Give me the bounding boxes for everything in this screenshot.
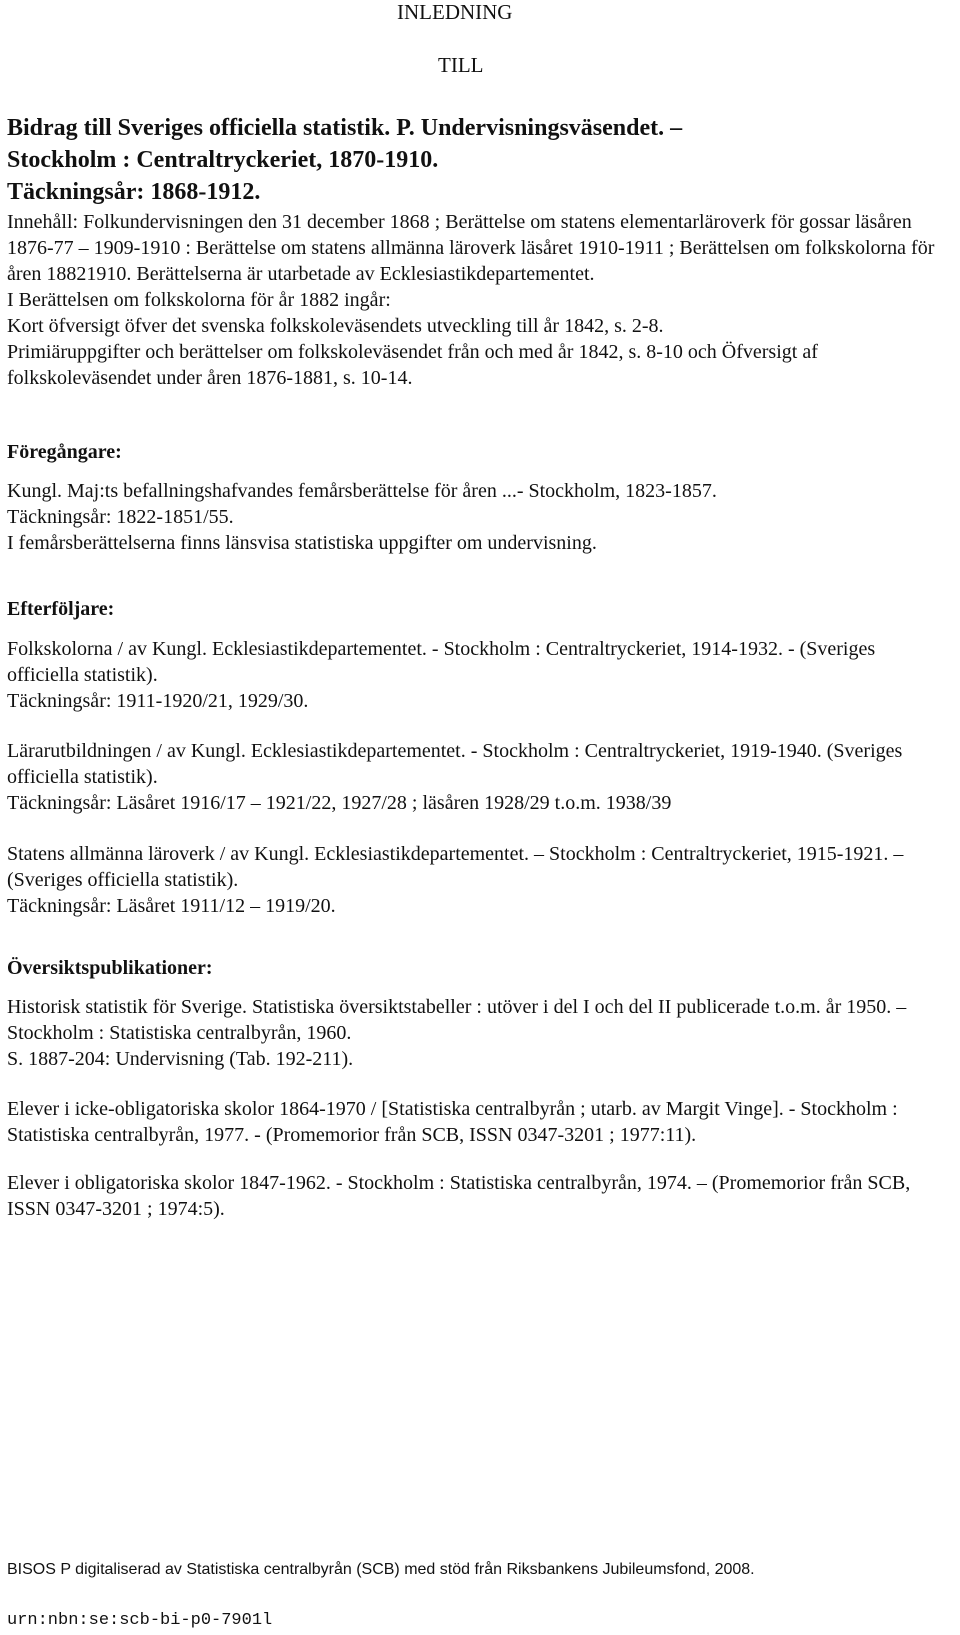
kort-text: Kort öfversigt öfver det svenska folkskoleväsendets utveckling till år 1842, s. 2-8. <box>7 315 664 337</box>
efterfoljare-entry <box>7 841 942 919</box>
efterfoljare-entry <box>7 738 942 816</box>
entry-main: Statens allmänna läroverk / av Kungl. Ecklesiastikdepartementet. – Stockholm : Centraltryckeriet, 1915-1921. – (Sveriges officiella statistik). <box>7 843 904 891</box>
intro-section <box>7 209 942 391</box>
entry-main: Lärarutbildningen / av Kungl. Ecklesiastikdepartementet. - Stockholm : Centraltryckeriet, 1919-1940. (Sveriges officiella statistik). <box>7 740 903 788</box>
foregangare-heading: Föregångare: <box>7 441 122 463</box>
oversikt-heading: Översiktspublikationer: <box>7 957 213 979</box>
foregangare-section <box>7 478 942 556</box>
efterfoljare-entry <box>7 636 942 714</box>
innehall-text: Innehåll: Folkundervisningen den 31 december 1868 ; Berättelse om statens elementarläroverk för gossar läsåren 1876-77 – 1909-1910 : Berättelse om statens allmänna läroverk läsåret 1910-1911 ; Berättelsen om folkskolorna för åren 18821910. Berättelserna är utarbetade av Ecklesiastikdepartementet. <box>7 211 935 285</box>
foregangare-line: I femårsberättelserna finns länsvisa statistiska uppgifter om undervisning. <box>7 532 597 554</box>
header-inledning: INLEDNING <box>397 0 513 24</box>
footer-urn: urn:nbn:se:scb-bi-p0-7901l <box>7 1611 273 1630</box>
primiar-text: Primiäruppgifter och berättelser om folkskoleväsendet från och med år 1842, s. 8-10 och Öfversigt af folkskoleväsendet under åren 1876-1881, s. 10-14. <box>7 341 818 389</box>
entry-extra: S. 1887-204: Undervisning (Tab. 192-211). <box>7 1048 354 1070</box>
header-till: TILL <box>438 53 484 77</box>
oversikt-entry <box>7 994 942 1072</box>
oversikt-entry <box>7 1096 942 1148</box>
entry-coverage: Täckningsår: Läsåret 1911/12 – 1919/20. <box>7 895 336 917</box>
entry-main: Folkskolorna / av Kungl. Ecklesiastikdepartementet. - Stockholm : Centraltryckeriet, 1914-1932. - (Sveriges officiella statistik). <box>7 638 876 686</box>
entry-coverage: Täckningsår: Läsåret 1916/17 – 1921/22, 1927/28 ; läsåren 1928/29 t.o.m. 1938/39 <box>7 792 672 814</box>
entry-main: Elever i obligatoriska skolor 1847-1962. - Stockholm : Statistiska centralbyrån, 1974. – (Promemorior från SCB, ISSN 0347-3201 ; 1974:5). <box>7 1172 911 1220</box>
entry-coverage: Täckningsår: 1911-1920/21, 1929/30. <box>7 690 309 712</box>
ingar-text: I Berättelsen om folkskolorna för år 1882 ingår: <box>7 289 391 311</box>
footer-credit: BISOS P digitaliserad av Statistiska centralbyrån (SCB) med stöd från Riksbankens Jubileumsfond, 2008. <box>7 1561 755 1578</box>
foregangare-line: Kungl. Maj:ts befallningshafvandes femårsberättelse för åren ...- Stockholm, 1823-1857. <box>7 480 717 502</box>
title-line: Bidrag till Sveriges officiella statistik. P. Undervisningsväsendet. – <box>7 115 683 141</box>
oversikt-entry <box>7 1170 942 1222</box>
title-line: Stockholm : Centraltryckeriet, 1870-1910. <box>7 147 439 173</box>
efterfoljare-heading: Efterföljare: <box>7 598 115 620</box>
entry-main: Historisk statistik för Sverige. Statistiska översiktstabeller : utöver i del I och del II publicerade t.o.m. år 1950. – Stockholm : Statistiska centralbyrån, 1960. <box>7 996 907 1044</box>
title-line: Täckningsår: 1868-1912. <box>7 179 261 205</box>
entry-main: Elever i icke-obligatoriska skolor 1864-1970 / [Statistiska centralbyrån ; utarb. av Margit Vinge]. - Stockholm : Statistiska centralbyrån, 1977. - (Promemorior från SCB, ISSN 0347-3201 ; 1977:11). <box>7 1098 898 1146</box>
document-title <box>7 112 937 208</box>
foregangare-line: Täckningsår: 1822-1851/55. <box>7 506 234 528</box>
